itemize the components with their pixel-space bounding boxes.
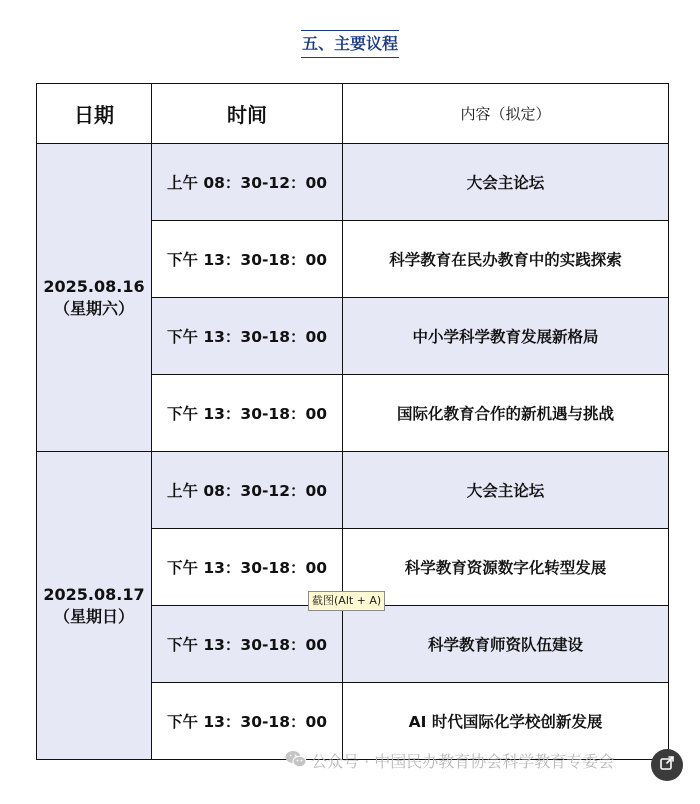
day-cell-1 [37, 144, 152, 452]
header-content: 内容（拟定） [343, 84, 669, 144]
screenshot-tooltip: 截图(Alt + A) [308, 591, 385, 611]
section-title: 五、主要议程 [301, 30, 399, 58]
time-cell: 下午 13：30-18：00 [152, 529, 343, 606]
time-cell: 下午 13：30-18：00 [152, 683, 343, 760]
agenda-table [36, 83, 669, 760]
day-weekday: （星期六） [53, 298, 134, 318]
time-cell: 上午 08：30-12：00 [152, 144, 343, 221]
share-button[interactable] [651, 749, 683, 781]
content-cell: AI 时代国际化学校创新发展 [343, 683, 669, 760]
header-time: 时间 [152, 84, 343, 144]
content-cell: 科学教育在民办教育中的实践探索 [343, 221, 669, 298]
content-cell: 科学教育师资队伍建设 [343, 606, 669, 683]
header-date: 日期 [37, 84, 152, 144]
content-cell: 国际化教育合作的新机遇与挑战 [343, 375, 669, 452]
watermark [285, 750, 680, 774]
time-cell: 上午 08：30-12：00 [152, 452, 343, 529]
share-icon [659, 755, 675, 775]
content-cell: 大会主论坛 [343, 452, 669, 529]
time-cell: 下午 13：30-18：00 [152, 375, 343, 452]
table-row [37, 144, 669, 221]
content-cell: 科学教育资源数字化转型发展 [343, 529, 669, 606]
time-cell: 下午 13：30-18：00 [152, 298, 343, 375]
time-cell: 下午 13：30-18：00 [152, 221, 343, 298]
wechat-icon [285, 750, 307, 774]
header-row [37, 84, 669, 144]
watermark-text: 公众号 · 中国民办教育协会科学教育专委会 [311, 752, 615, 771]
day-cell-2 [37, 452, 152, 760]
day-weekday: （星期日） [53, 606, 134, 626]
time-cell: 下午 13：30-18：00 [152, 606, 343, 683]
content-cell: 大会主论坛 [343, 144, 669, 221]
section-title-wrap [0, 30, 700, 58]
day-date: 2025.08.17 [43, 584, 145, 604]
content-cell: 中小学科学教育发展新格局 [343, 298, 669, 375]
table-row [37, 452, 669, 529]
day-date: 2025.08.16 [43, 276, 145, 296]
